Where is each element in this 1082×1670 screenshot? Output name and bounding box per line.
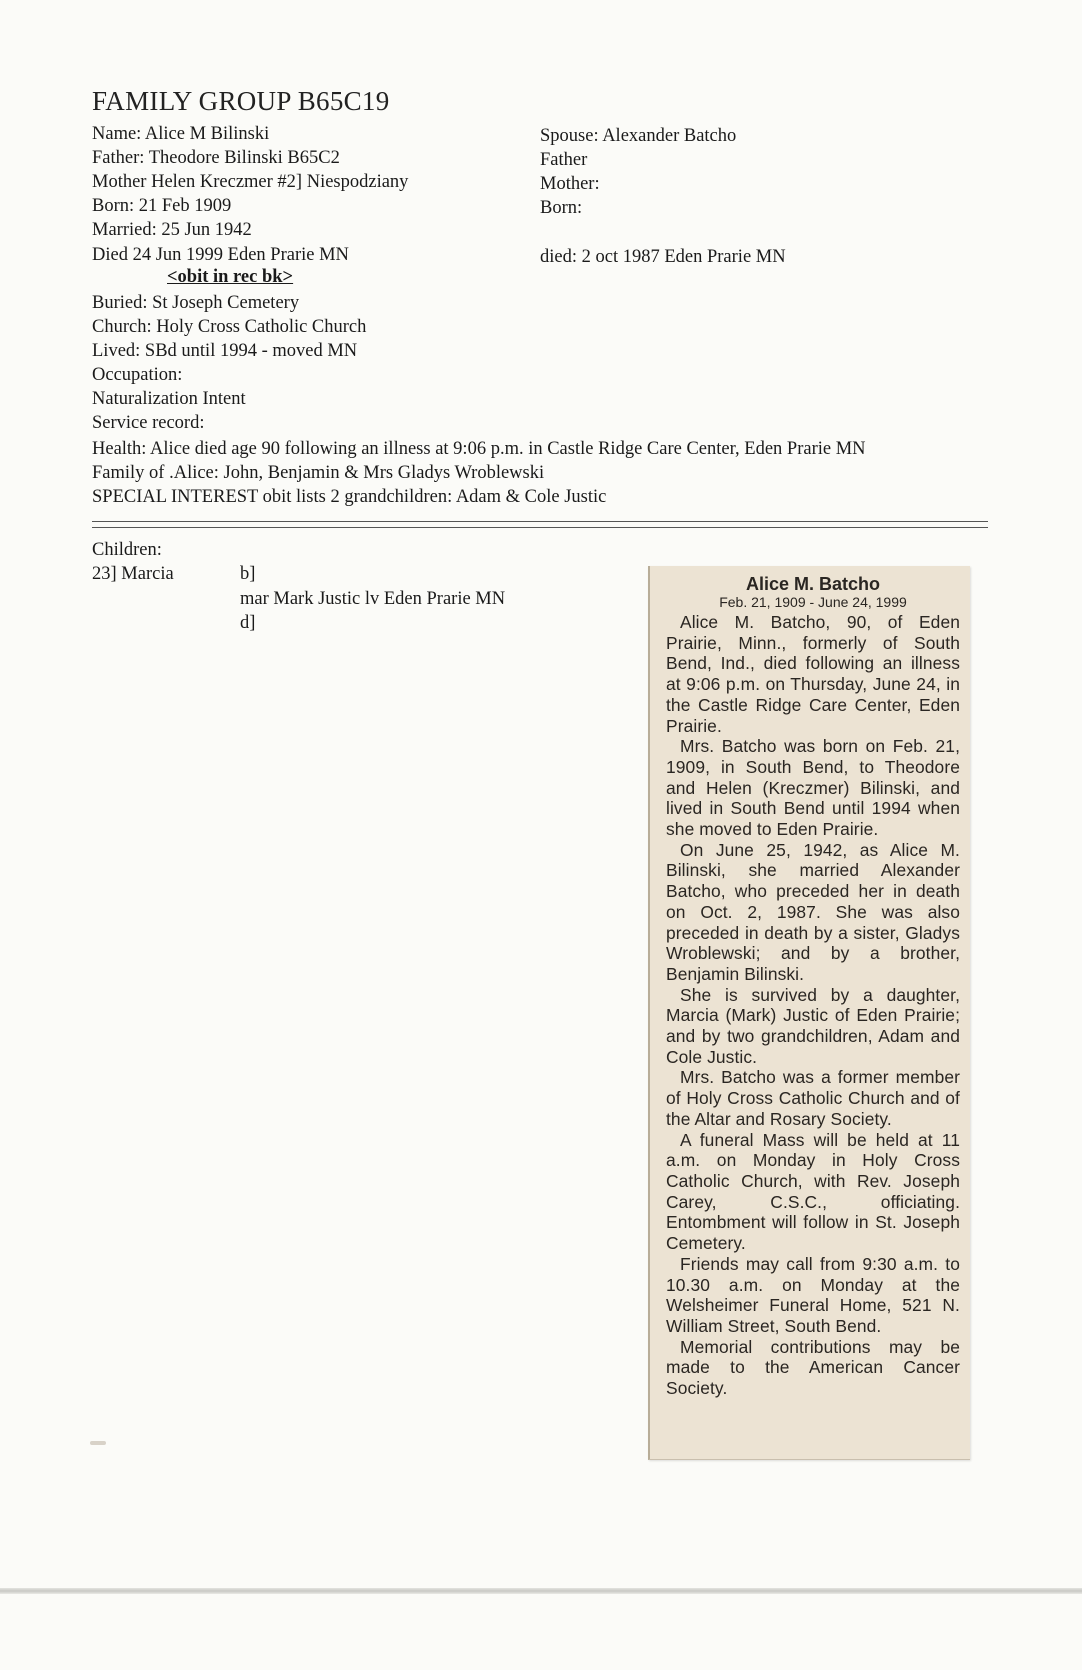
name-line: Name: Alice M Bilinski [92, 124, 270, 144]
page-title: FAMILY GROUP B65C19 [92, 86, 390, 116]
obituary-paragraph: Alice M. Batcho, 90, of Eden Prairie, Minn., formerly of South Bend, Ind., died following an illness at 9:06 p.m. on Thursday, June 24, in the Castle Ridge Care Center, Eden Prairie. [666, 612, 960, 736]
father-line: Father: Theodore Bilinski B65C2 [92, 148, 340, 168]
obituary-clipping [648, 566, 970, 1460]
family-line: Family of .Alice: John, Benjamin & Mrs Gladys Wroblewski [92, 463, 545, 483]
died-line: Died 24 Jun 1999 Eden Prarie MN [92, 245, 349, 265]
spouse-died-line: died: 2 oct 1987 Eden Prarie MN [540, 247, 786, 267]
spouse-born-line: Born: [540, 198, 583, 218]
obituary-dates: Feb. 21, 1909 - June 24, 1999 [719, 594, 907, 610]
special-interest-line: SPECIAL INTEREST obit lists 2 grandchildren: Adam & Cole Justic [92, 487, 607, 507]
mother-line: Mother Helen Kreczmer #2] Niespodziany [92, 172, 409, 192]
obituary-paragraph: On June 25, 1942, as Alice M. Bilinski, she married Alexander Batcho, who preceded her in death on Oct. 2, 1987. She was also preceded in death by a sister, Gladys Wroblewski; and by a brother, Benjamin Bilinski. [666, 839, 960, 984]
double-divider [92, 521, 988, 528]
born-line: Born: 21 Feb 1909 [92, 196, 232, 216]
child-name: 23] Marcia [92, 564, 174, 584]
obituary-paragraph: She is survived by a daughter, Marcia (Mark) Justic of Eden Prairie; and by two grandchildren, Adam and Cole Justic. [666, 984, 960, 1067]
spouse-line: Spouse: Alexander Batcho [540, 126, 737, 146]
married-line: Married: 25 Jun 1942 [92, 220, 252, 240]
obit-reference: <obit in rec bk> [167, 267, 294, 287]
page-bottom-edge [0, 1588, 1082, 1594]
child-died: d] [240, 613, 256, 633]
child-born: b] [240, 564, 256, 584]
obituary-paragraph: Mrs. Batcho was a former member of Holy Cross Catholic Church and of the Altar and Rosary Society. [666, 1067, 960, 1129]
naturalization-line: Naturalization Intent [92, 389, 246, 409]
obituary-body [666, 612, 960, 1399]
child-married: mar Mark Justic lv Eden Prarie MN [240, 589, 506, 609]
church-line: Church: Holy Cross Catholic Church [92, 317, 367, 337]
buried-line: Buried: St Joseph Cemetery [92, 293, 300, 313]
spouse-father-line: Father [540, 150, 588, 170]
spouse-mother-line: Mother: [540, 174, 600, 194]
health-line: Health: Alice died age 90 following an illness at 9:06 p.m. in Castle Ridge Care Center, Eden Prarie MN [92, 439, 866, 459]
lived-line: Lived: SBd until 1994 - moved MN [92, 341, 358, 361]
occupation-line: Occupation: [92, 365, 183, 385]
obituary-paragraph: Mrs. Batcho was born on Feb. 21, 1909, in South Bend, to Theodore and Helen (Kreczmer) Bilinski, and lived in South Bend until 1994 when she moved to Eden Prairie. [666, 736, 960, 840]
scan-smudge [90, 1441, 106, 1445]
obituary-paragraph: Friends may call from 9:30 a.m. to 10.30 a.m. on Monday at the Welsheimer Funeral Home, 521 N. William Street, South Bend. [666, 1253, 960, 1336]
obituary-paragraph: Memorial contributions may be made to the American Cancer Society. [666, 1336, 960, 1399]
obituary-headline: Alice M. Batcho [745, 574, 881, 594]
children-label: Children: [92, 540, 162, 560]
service-record-line: Service record: [92, 413, 205, 433]
obituary-paragraph: A funeral Mass will be held at 11 a.m. on Monday in Holy Cross Catholic Church, with Rev. Joseph Carey, C.S.C., officiating. Entombment will follow in St. Joseph Cemetery. [666, 1129, 960, 1254]
